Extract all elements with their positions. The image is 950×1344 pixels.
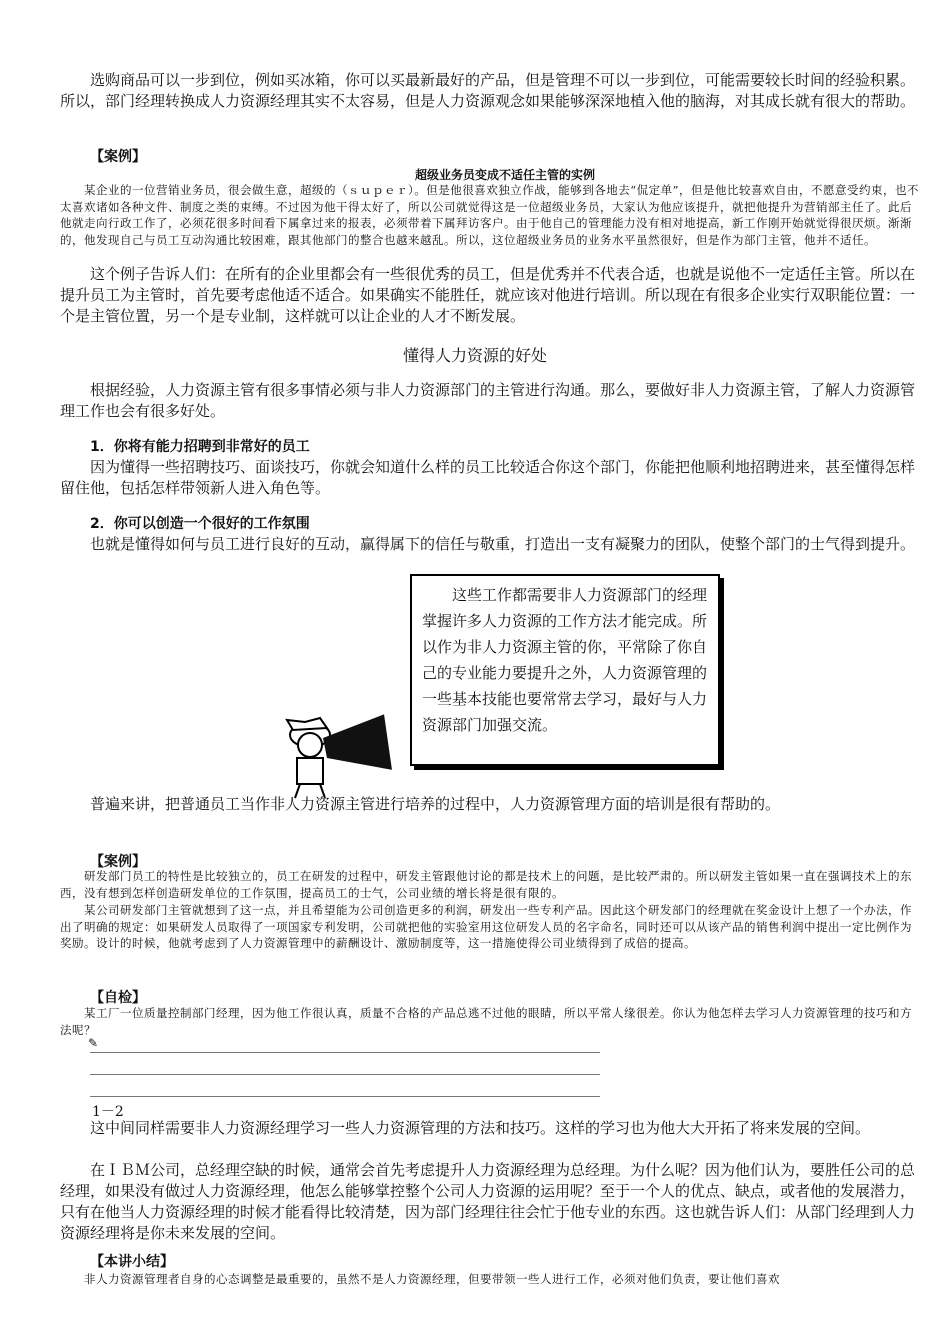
case-2-text-2: 某公司研发部门主管就想到了这一点，并且希望能为公司创造更多的利润，研发出一些专利产品。因此这个研发部门的经理就在奖金设计上想了一个办法，作出了明确的规定：如果研发人员取得了一项国家专利发明，公司就把他的实验室用这位研发人员的名字命名，同时还可以从该产品的销售利润中提出一定比例作为奖励。设计的时候，他就考虑到了人力资源管理中的薪酬设计、激励制度等，这一措施使得公司业绩得到了成倍的提高。 xyxy=(60,903,912,950)
answer-line-3[interactable] xyxy=(90,1096,600,1097)
case-label: 【案例】 xyxy=(90,149,146,165)
point-2-text: 也就是懂得如何与员工进行良好的互动，赢得属下的信任与敬重，打造出一支有凝聚力的团队，使整个部门的士气得到提升。 xyxy=(90,535,916,553)
case-2-label: 【案例】 xyxy=(90,854,146,870)
case-2-text-1: 研发部门员工的特性是比较独立的，员工在研发的过程中，研发主管跟他讨论的都是技术上的问题，是比较严肃的。所以研发主管如果一直在强调技术上的东西，没有想到怎样创造研发单位的工作氛围，提高员工的士气，公司业绩的增长将是很有限的。 xyxy=(60,869,912,900)
answer-line-1[interactable] xyxy=(90,1052,600,1053)
point-1-title: 1．你将有能力招聘到非常好的员工 xyxy=(90,439,310,455)
paragraph-intro: 选购商品可以一步到位，例如买冰箱，你可以买最新最好的产品，但是管理不可以一步到位，可能需要较长时间的经验积累。所以，部门经理转换成人力资源经理其实不太容易，但是人力资源观念如果能够深深地植入他的脑海，对其成长就有很大的帮助。 xyxy=(60,71,916,110)
selfcheck-text: 某工厂一位质量控制部门经理，因为他工作很认真，质量不合格的产品总逃不过他的眼睛，所以平常人缘很差。你认为他怎样去学习人力资源管理的技巧和方法呢？ xyxy=(60,1006,912,1037)
summary-text: 非人力资源管理者自身的心态调整是最重要的，虽然不是人力资源经理，但要带领一些人进行工作，必须对他们负责，要让他们喜欢 xyxy=(84,1272,780,1286)
section-title: 懂得人力资源的好处 xyxy=(402,346,547,365)
paragraph-ibm: 在ＩＢＭ公司，总经理空缺的时候，通常会首先考虑提升人力资源经理为总经理。为什么呢？因为他们认为，要胜任公司的总经理，如果没有做过人力资源经理，他怎么能够掌控整个公司人力资源的运用呢？至于一个人的优点、缺点，或者他的发展潜力，只有在他当人力资源经理的时候才能看得比较清楚，因为部门经理往往会忙于他专业的东西。这也就告诉人们：从部门经理到人力资源经理将是你未来发展的空间。 xyxy=(60,1161,916,1242)
paragraph-development: 这中间同样需要非人力资源经理学习一些人力资源管理的方法和技巧。这样的学习也为他大大开拓了将来发展的空间。 xyxy=(90,1119,871,1137)
paragraph-lesson: 这个例子告诉人们：在所有的企业里都会有一些很优秀的员工，但是优秀并不代表合适，也就是说他不一定适任主管。所以在提升员工为主管时，首先要考虑他适不适合。如果确实不能胜任，就应该对他进行培训。所以现在有很多企业实行双职能位置：一个是主管位置，另一个是专业制，这样就可以让企业的人才不断发展。 xyxy=(60,265,916,325)
callout-box: 这些工作都需要非人力资源部门的经理掌握许多人力资源的工作方法才能完成。所以作为非人力资源主管的你，平常除了你自己的专业能力要提升之外，人力资源管理的一些基本技能也要常常去学习，最好与人力资源部门加强交流。 xyxy=(410,574,720,766)
point-1-text: 因为懂得一些招聘技巧、面谈技巧，你就会知道什么样的员工比较适合你这个部门，你能把他顺利地招聘进来，甚至懂得怎样留住他，包括怎样带领新人进入角色等。 xyxy=(60,458,916,497)
point-2-title: 2．你可以创造一个很好的工作氛围 xyxy=(90,516,310,532)
pencil-icon: ✎ xyxy=(88,1036,99,1050)
megaphone-man-illustration xyxy=(275,700,425,800)
case-title: 超级业务员变成不适任主管的实例 xyxy=(414,168,595,182)
summary-label: 【本讲小结】 xyxy=(90,1254,174,1270)
paragraph-benefits: 根据经验，人力资源主管有很多事情必须与非人力资源部门的主管进行沟通。那么，要做好非人力资源主管，了解人力资源管理工作也会有很多好处。 xyxy=(60,381,916,420)
answer-line-2[interactable] xyxy=(90,1074,600,1075)
case-text: 某企业的一位营销业务员，很会做生意，超级的（ｓｕｐｅｒ）。但是他很喜欢独立作战，能够到各地去“侃定单”，但是他比较喜欢自由，不愿意受约束，也不太喜欢诸如各种文件、制度之类的束缚。不过因为他干得太好了，所以公司就觉得这是一位超级业务员，大家认为他应该提升，就把他提升为营销部主任了。此后他就走向行政工作了，必须花很多时间看下属拿过来的报表，必须带着下属拜访客户。由于他自己的管理能力没有相对地提高，新工作刚开始就觉得很厌烦。渐渐的，他发现自己与员工互动沟通比较困难，跟其他部门的整合也越来越乱。所以，这位超级业务员的业务水平虽然很好，但是作为部门主管，他并不适任。 xyxy=(60,183,919,247)
page-marker: 1－2 xyxy=(92,1104,124,1120)
selfcheck-label: 【自检】 xyxy=(90,990,146,1006)
paragraph-training: 普遍来讲，把普通员工当作非人力资源主管进行培养的过程中，人力资源管理方面的培训是很有帮助的。 xyxy=(90,795,781,813)
